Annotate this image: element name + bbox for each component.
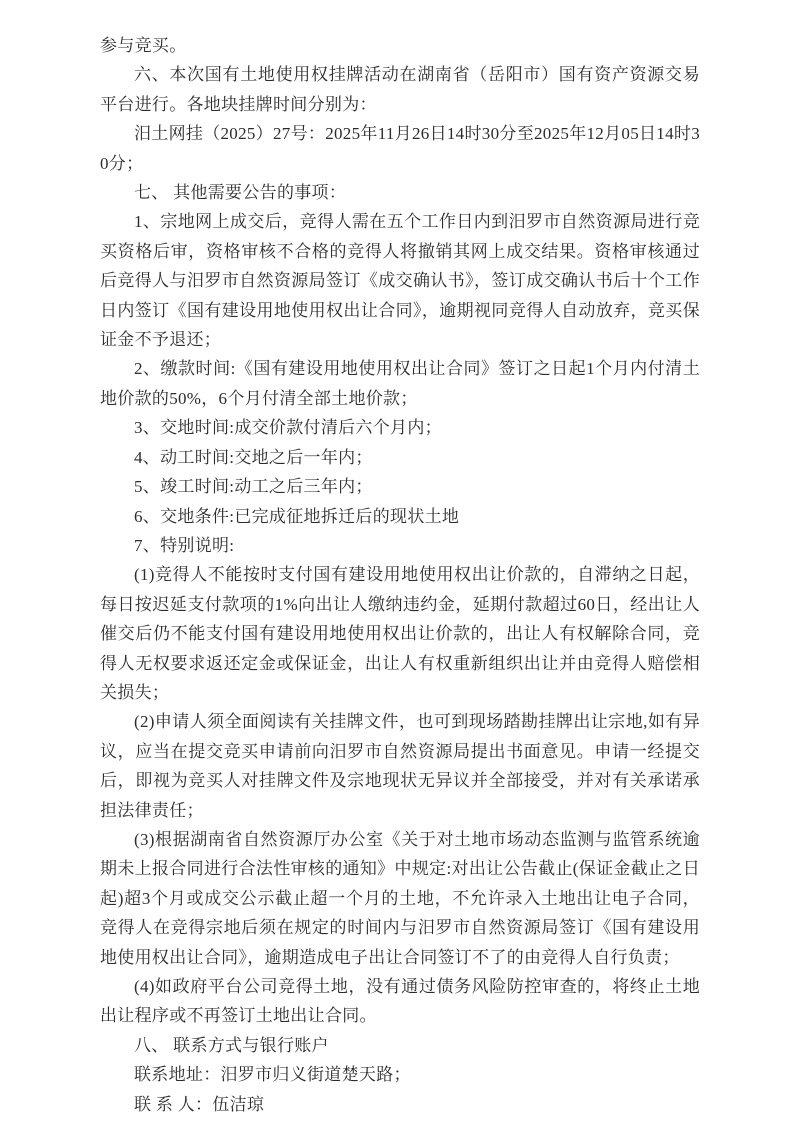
paragraph: 八、 联系方式与银行账户 <box>134 1035 329 1055</box>
paragraph: 3、交地时间:成交价款付清后六个月内； <box>134 418 442 438</box>
paragraph: 2、缴款时间:《国有建设用地使用权出让合同》签订之日起1个月内付清土地价款的50%，6个月付清全部土地价款； <box>100 359 700 408</box>
paragraph: (2)申请人须全面阅读有关挂牌文件，也可到现场踏勘挂牌出让宗地,如有异议，应当在提交竞买申请前向汨罗市自然资源局提出书面意见。申请一经提交后，即视为竞买人对挂牌文件及宗地现状无异议并全部接受，并对有关承诺承担法律责任； <box>100 712 700 820</box>
paragraph: 七、 其他需要公告的事项： <box>134 183 347 203</box>
paragraph: 5、竣工时间:动工之后三年内； <box>134 477 373 497</box>
paragraph: 参与竞买。 <box>100 36 187 55</box>
paragraph: (3)根据湖南省自然资源厅办公室《关于对土地市场动态监测与监管系统逾期未上报合同进行合法性审核的通知》中规定:对出让公告截止(保证金截止之日起)超3个月或成交公示截止超一个月的土地，不允许录入土地出让电子合同，竞得人在竞得宗地后须在规定的时间内与汨罗市自然资源局签订《国有建设用地使用权出让合同》，逾期造成电子出让合同签订不了的由竞得人自行负责； <box>100 829 700 967</box>
paragraph: (1)竞得人不能按时支付国有建设用地使用权出让价款的，自滞纳之日起，每日按迟延支付款项的1%向出让人缴纳违约金，延期付款超过60日，经出让人催交后仍不能支付国有建设用地使用权出让价款的，出让人有权解除合同，竞得人无权要求返还定金或保证金，出让人有权重新组织出让并由竞得人赔偿相关损失； <box>100 565 700 702</box>
paragraph: 汨土网挂（2025）27号：2025年11月26日14时30分至2025年12月05日14时30分； <box>100 124 700 173</box>
paragraph: 联系地址：汨罗市归义街道楚天路； <box>134 1065 411 1085</box>
paragraph: 6、交地条件:已完成征地拆迁后的现状土地 <box>134 506 460 526</box>
paragraph: (4)如政府平台公司竞得土地，没有通过债务风险防控审查的，将终止土地出让程序或不再签订土地出让合同。 <box>100 977 700 1026</box>
paragraph: 1、宗地网上成交后，竞得人需在五个工作日内到汨罗市自然资源局进行竞买资格后审，资格审核不合格的竞得人将撤销其网上成交结果。资格审核通过后竞得人与汨罗市自然资源局签订《成交确认书》，签订成交确认书后十个工作日内签订《国有建设用地使用权出让合同》，逾期视同竞得人自动放弃，竞买保证金不予退还； <box>100 212 700 350</box>
document-body <box>100 31 700 1119</box>
paragraph: 六、本次国有土地使用权挂牌活动在湖南省（岳阳市）国有资产资源交易平台进行。各地块挂牌时间分别为： <box>100 65 700 114</box>
paragraph: 联 系 人：伍洁琼 <box>134 1094 265 1114</box>
paragraph: 4、动工时间:交地之后一年内； <box>134 447 373 467</box>
paragraph: 7、特别说明: <box>134 535 235 555</box>
